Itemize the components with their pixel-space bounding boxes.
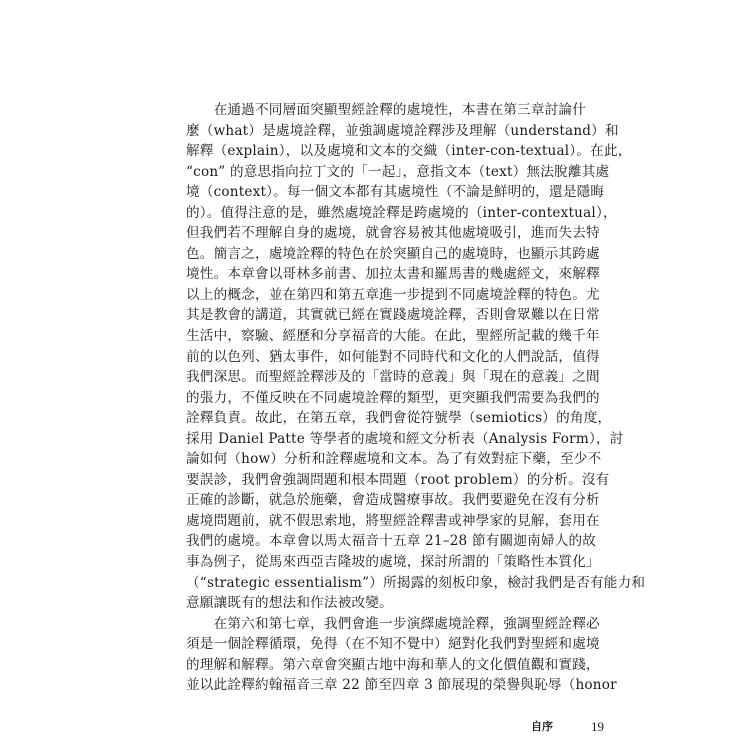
- text-line: 論如何（how）分析和詮釋處境和文本。為了有效對症下藥，至少不: [186, 451, 602, 468]
- text-line: 須是一個詮釋循環，免得（在不知不覺中）絕對化我們對聖經和處境: [186, 636, 600, 653]
- page-footer: [0, 718, 750, 736]
- text-line: 的張力，不僅反映在不同處境詮釋的類型，更突顯我們需要為我們的: [186, 389, 600, 406]
- text-line: 但我們若不理解自身的處境，就會容易被其他處境吸引，進而失去特: [186, 225, 600, 242]
- text-line: 在第六和第七章，我們會進一步演繹處境詮釋，強調聖經詮釋必: [186, 615, 600, 632]
- text-line: （“strategic essentialism”）所揭露的刻板印象，檢討我們是否有能力和: [186, 574, 646, 591]
- running-title: 自序: [531, 720, 553, 733]
- text-line: 要誤診，我們會強調問題和根本問題（root problem）的分析。沒有: [186, 471, 610, 488]
- text-line: 的理解和解釋。第六章會突顯古地中海和華人的文化價值觀和實踐，: [186, 656, 600, 673]
- text-line: 境（context）。每一個文本都有其處境性（不論是鮮明的，還是隱晦: [186, 184, 605, 201]
- text-line: 其是教會的講道，其實就已經在實踐處境詮釋，否則會眾難以在日常: [186, 307, 600, 324]
- text-line: 意願讓既有的想法和作法被改變。: [186, 595, 393, 612]
- text-line: 生活中，察驗、經歷和分享福音的大能。在此，聖經所記載的幾千年: [186, 328, 600, 345]
- text-line: 並以此詮釋約翰福音三章 22 節至四章 3 節展現的榮譽與恥辱（honor: [186, 677, 617, 694]
- text-line: 我們深思。而聖經詮釋涉及的「當時的意義」與「現在的意義」之間: [186, 369, 600, 386]
- text-line: 境性。本章會以哥林多前書、加拉太書和羅馬書的幾處經文，來解釋: [186, 266, 600, 283]
- text-line: “con” 的意思指向拉丁文的「一起」，意指文本（text）無法脫離其處: [186, 163, 610, 180]
- text-line: 詮釋負責。故此，在第五章，我們會從符號學（semiotics）的角度，: [186, 410, 612, 427]
- paragraph: [186, 100, 646, 614]
- text-line: 麼（what）是處境詮釋，並強調處境詮釋涉及理解（understand）和: [186, 122, 619, 139]
- text-line: 前的以色列、猶太事件，如何能對不同時代和文化的人們說話，值得: [186, 348, 600, 365]
- text-line: 事為例子，從馬來西亞吉隆坡的處境，探討所謂的「策略性本質化」: [186, 554, 600, 571]
- body-text: [186, 100, 646, 696]
- text-line: 在通過不同層面突顯聖經詮釋的處境性，本書在第三章討論什: [186, 102, 587, 118]
- text-line: 採用 Daniel Patte 等學者的處境和經文分析表（Analysis Form），討: [186, 430, 624, 447]
- text-line: 解釋（explain），以及處境和文本的交織（inter-con-textual）。在此，: [186, 143, 632, 160]
- text-line: 我們的處境。本章會以馬太福音十五章 21–28 節有關迦南婦人的故: [186, 533, 597, 550]
- text-line: 以上的概念，並在第四和第五章進一步提到不同處境詮釋的特色。尤: [186, 286, 600, 303]
- text-line: 正確的診斷，就急於施藥，會造成醫療事故。我們要避免在沒有分析: [186, 492, 600, 509]
- page-number: 19: [591, 719, 604, 734]
- paragraph: [186, 614, 617, 696]
- text-line: 的）。值得注意的是，雖然處境詮釋是跨處境的（inter-contextual），: [186, 204, 617, 221]
- text-line: 處境問題前，就不假思索地，將聖經詮釋書或神學家的見解，套用在: [186, 512, 600, 529]
- text-line: 色。簡言之，處境詮釋的特色在於突顯自己的處境時，也顯示其跨處: [186, 245, 600, 262]
